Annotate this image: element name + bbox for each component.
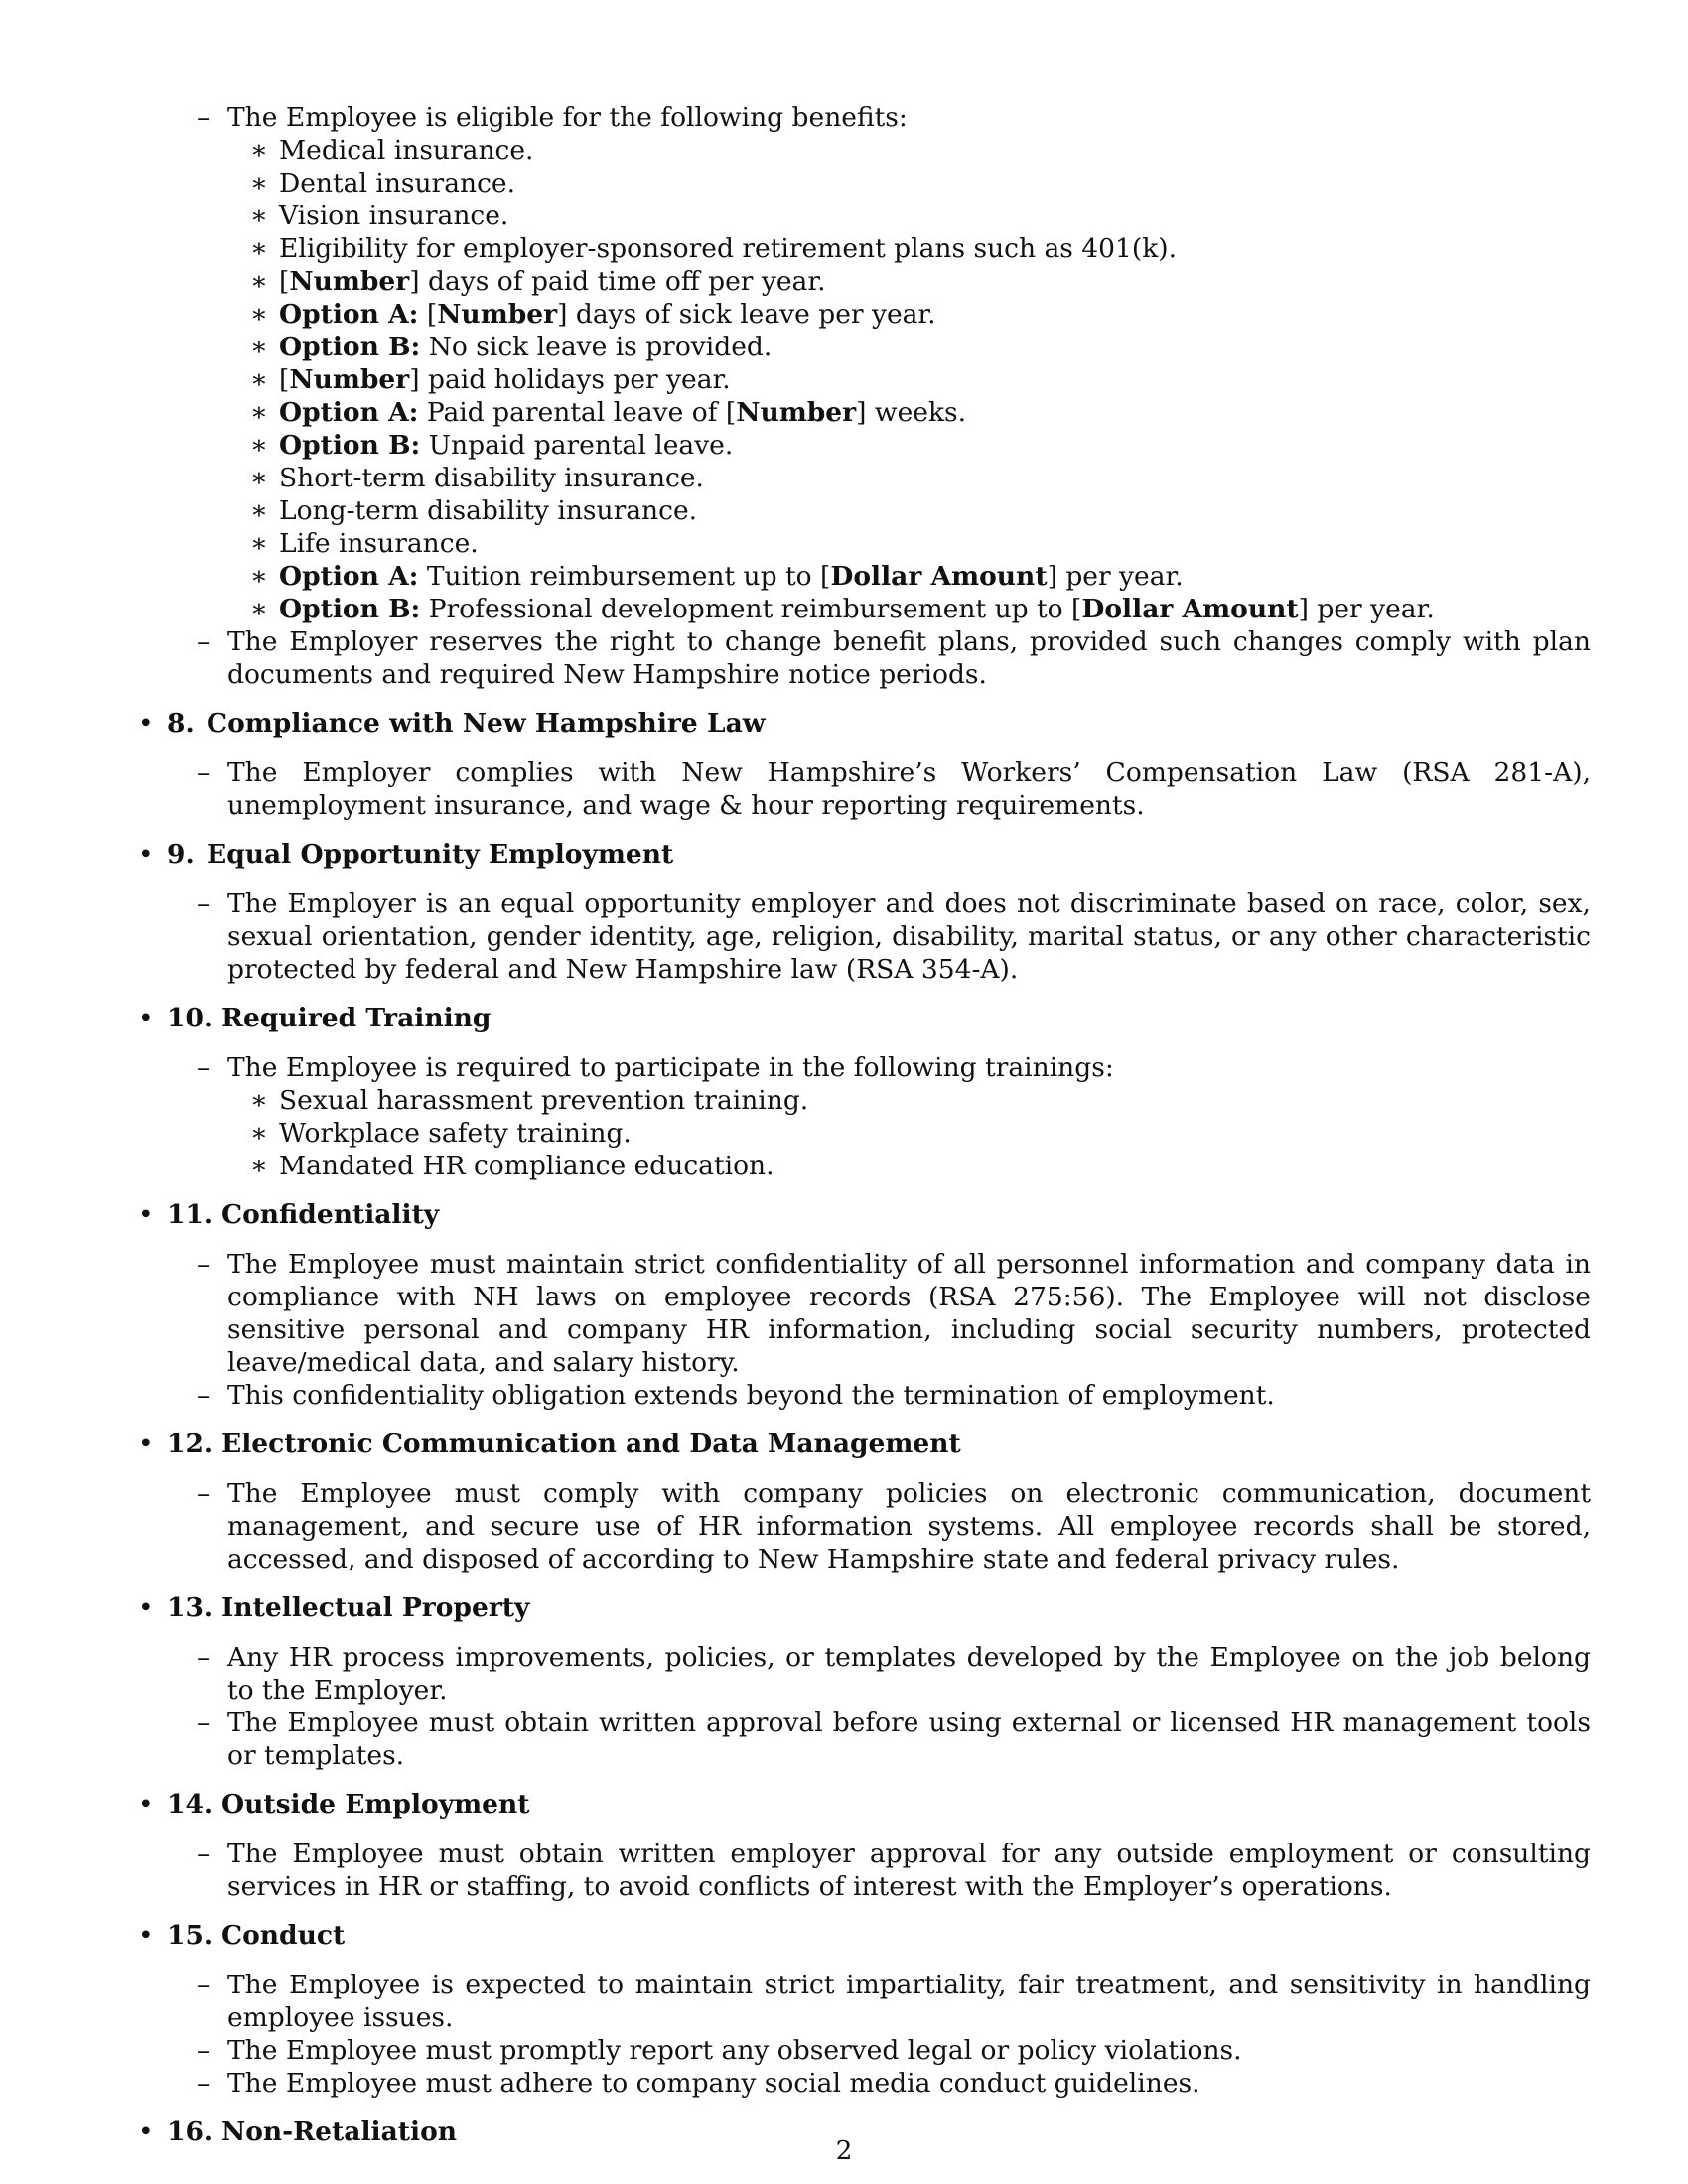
benefit-item: [0, 331, 1688, 363]
benefit-text: [279, 233, 1177, 264]
star-marker: ∗: [250, 1118, 269, 1149]
benefit-item: [0, 298, 1688, 331]
benefit-item: [0, 560, 1688, 593]
section-number: 11.: [167, 1199, 213, 1230]
bullet-marker: •: [138, 1789, 154, 1820]
section-11-text: This confidentiality obligation extends beyond the termination of employment.: [227, 1380, 1275, 1411]
benefit-item: [0, 429, 1688, 462]
bullet-marker: •: [138, 1199, 154, 1230]
section-13-item: [0, 1706, 1591, 1772]
benefit-text: [279, 528, 479, 559]
option-label: Option A:: [279, 299, 419, 330]
star-marker: ∗: [250, 430, 269, 461]
benefit-item: [0, 593, 1688, 625]
star-marker: ∗: [250, 299, 269, 330]
section-number: 12.: [167, 1429, 213, 1459]
benefit-description: Medical insurance.: [279, 135, 534, 166]
section-15-item: [0, 2067, 1591, 2100]
dash-marker: –: [197, 1970, 211, 2000]
star-marker: ∗: [250, 561, 269, 592]
benefit-item: [0, 265, 1688, 298]
section-number: 13.: [167, 1592, 213, 1623]
section-14-item: [0, 1838, 1591, 1903]
star-marker: ∗: [250, 1085, 269, 1116]
section-10-intro-item: [0, 1051, 1591, 1084]
dash-marker: –: [197, 1642, 211, 1673]
option-label: Option B:: [279, 430, 421, 461]
dash-marker: –: [197, 2068, 211, 2099]
benefit-text: [279, 332, 772, 362]
section-title: Equal Opportunity Employment: [207, 839, 674, 870]
benefit-text: [279, 594, 1435, 624]
section-13-text: Any HR process improvements, policies, or templates developed by the Employee on the job belong to the Employer.: [227, 1642, 1591, 1706]
benefit-item: [0, 363, 1688, 396]
dash-marker: –: [197, 1249, 211, 1280]
benefit-description: No sick leave is provided.: [420, 332, 773, 362]
section-heading-13: [0, 1591, 1688, 1624]
section-heading-10: [0, 1002, 1688, 1034]
section-title: Outside Employment: [221, 1789, 530, 1820]
bullet-marker: •: [138, 839, 154, 870]
star-marker: ∗: [250, 168, 269, 199]
section-9-text: The Employer is an equal opportunity employer and does not discriminate based on race, color, sex, sexual orientation, gender identity, age, religion, disability, marital status, or any other characteristic protected by federal and New Hampshire law (RSA 354-A).: [227, 888, 1591, 985]
placeholder-field: Number: [289, 364, 410, 395]
benefit-pre: [: [418, 299, 438, 330]
benefit-pre: Tuition reimbursement up to [: [418, 561, 831, 592]
benefit-item: [0, 494, 1688, 527]
placeholder-field: Number: [289, 266, 410, 297]
benefit-text: [279, 463, 704, 493]
dash-marker: –: [197, 626, 211, 657]
benefit-item: [0, 396, 1688, 429]
dash-marker: –: [197, 1707, 211, 1738]
benefit-text: [279, 561, 1184, 592]
training-text: Mandated HR compliance education.: [279, 1151, 774, 1181]
section-11-item: [0, 1379, 1591, 1412]
benefit-text: [279, 135, 534, 166]
section-15-text: The Employee is expected to maintain strict impartiality, fair treatment, and sensitivity in handling employee issues.: [227, 1970, 1591, 2033]
section-9-item: [0, 887, 1591, 986]
benefit-description: Vision insurance.: [279, 201, 509, 231]
section-13-item: [0, 1641, 1591, 1706]
section-heading-14: [0, 1788, 1688, 1821]
section-number: 10.: [167, 1003, 213, 1033]
placeholder-field: Dollar Amount: [830, 561, 1048, 592]
placeholder-field: Dollar Amount: [1081, 594, 1299, 624]
benefits-intro-text: The Employee is eligible for the following benefits:: [227, 102, 908, 133]
star-marker: ∗: [250, 397, 269, 428]
training-text: Sexual harassment prevention training.: [279, 1085, 809, 1116]
section-15-text: The Employee must promptly report any observed legal or policy violations.: [227, 2035, 1242, 2066]
benefit-text: [279, 397, 966, 428]
training-text: Workplace safety training.: [279, 1118, 632, 1149]
benefit-description: Life insurance.: [279, 528, 479, 559]
section-number: 16.: [167, 2116, 213, 2147]
dash-marker: –: [197, 888, 211, 919]
section-12-text: The Employee must comply with company policies on electronic communication, document management, and secure use of HR information systems. All employee records shall be stored, accessed, and disposed of according to New Hampshire state and federal privacy rules.: [227, 1478, 1591, 1574]
dash-marker: –: [197, 2035, 211, 2066]
section-title: Required Training: [221, 1003, 492, 1033]
placeholder-field: Number: [437, 299, 558, 330]
benefit-description: ] days of sick leave per year.: [557, 299, 936, 330]
section-10-intro-text: The Employee is required to participate in the following trainings:: [227, 1052, 1114, 1083]
bullet-marker: •: [138, 708, 154, 739]
benefit-description: Dental insurance.: [279, 168, 516, 199]
training-item: [0, 1117, 1688, 1150]
option-label: Option B:: [279, 594, 421, 624]
section-15-text: The Employee must adhere to company social media conduct guidelines.: [227, 2068, 1200, 2099]
section-title: Conduct: [221, 1920, 346, 1951]
benefit-pre: Paid parental leave of [: [418, 397, 737, 428]
option-label: Option A:: [279, 397, 419, 428]
bullet-marker: •: [138, 1003, 154, 1033]
section-8-text: The Employer complies with New Hampshire’s Workers’ Compensation Law (RSA 281-A), unemployment insurance, and wage & hour reporting requirements.: [227, 757, 1591, 821]
dash-marker: –: [197, 1052, 211, 1083]
benefit-pre: [: [279, 364, 290, 395]
benefit-pre: Professional development reimbursement up to [: [420, 594, 1082, 624]
bullet-marker: •: [138, 1920, 154, 1951]
benefit-description: ] per year.: [1047, 561, 1184, 592]
option-label: Option A:: [279, 561, 419, 592]
benefits-intro-item: [0, 101, 1591, 134]
section-15-item: [0, 1969, 1591, 2034]
section-heading-9: [0, 838, 1688, 871]
section-title: Electronic Communication and Data Management: [221, 1429, 961, 1459]
benefit-description: ] paid holidays per year.: [409, 364, 731, 395]
dash-marker: –: [197, 1839, 211, 1869]
dash-marker: –: [197, 757, 211, 788]
star-marker: ∗: [250, 364, 269, 395]
dash-marker: –: [197, 102, 211, 133]
benefit-item: [0, 527, 1688, 560]
section-number: 15.: [167, 1920, 213, 1951]
benefit-description: Short-term disability insurance.: [279, 463, 704, 493]
bullet-marker: •: [138, 1592, 154, 1623]
benefit-text: [279, 495, 697, 526]
section-heading-15: [0, 1919, 1688, 1952]
benefit-description: Unpaid parental leave.: [420, 430, 734, 461]
star-marker: ∗: [250, 594, 269, 624]
star-marker: ∗: [250, 332, 269, 362]
dash-marker: –: [197, 1478, 211, 1509]
benefit-text: [279, 266, 826, 297]
benefit-text: [279, 168, 515, 199]
option-label: Option B:: [279, 332, 421, 362]
section-title: Confidentiality: [221, 1199, 440, 1230]
section-8-item: [0, 756, 1591, 822]
section-heading-8: [0, 707, 1688, 740]
benefit-pre: [: [279, 266, 290, 297]
star-marker: ∗: [250, 495, 269, 526]
section-number: 8.: [167, 708, 195, 739]
placeholder-field: Number: [736, 397, 857, 428]
benefit-description: ] days of paid time off per year.: [409, 266, 826, 297]
benefit-text: [279, 430, 733, 461]
section-12-item: [0, 1477, 1591, 1575]
section-title: Intellectual Property: [221, 1592, 530, 1623]
dash-marker: –: [197, 1380, 211, 1411]
bullet-marker: •: [138, 2116, 154, 2147]
benefits-change-text: The Employer reserves the right to change benefit plans, provided such changes comply with plan documents and required New Hampshire notice periods.: [227, 626, 1591, 690]
section-heading-11: [0, 1198, 1688, 1231]
star-marker: ∗: [250, 201, 269, 231]
section-title: Compliance with New Hampshire Law: [207, 708, 766, 739]
section-11-text: The Employee must maintain strict confidentiality of all personnel information and company data in compliance with NH laws on employee records (RSA 275:56). The Employee will not disclose sensitive personal and company HR information, including social security numbers, protected leave/medical data, and salary history.: [227, 1249, 1591, 1378]
benefit-item: [0, 167, 1688, 200]
section-title: Non-Retaliation: [221, 2116, 458, 2147]
benefit-item: [0, 232, 1688, 265]
benefit-text: [279, 201, 508, 231]
section-heading-12: [0, 1428, 1688, 1460]
star-marker: ∗: [250, 1151, 269, 1181]
benefit-item: [0, 200, 1688, 232]
star-marker: ∗: [250, 528, 269, 559]
training-item: [0, 1150, 1688, 1182]
benefit-description: ] per year.: [1298, 594, 1435, 624]
star-marker: ∗: [250, 233, 269, 264]
bullet-marker: •: [138, 1429, 154, 1459]
section-14-text: The Employee must obtain written employer approval for any outside employment or consulting services in HR or staffing, to avoid conflicts of interest with the Employer’s operations.: [227, 1839, 1591, 1902]
star-marker: ∗: [250, 463, 269, 493]
benefit-description: Eligibility for employer-sponsored retirement plans such as 401(k).: [279, 233, 1178, 264]
benefits-change-item: [0, 625, 1591, 691]
benefit-description: ] weeks.: [856, 397, 967, 428]
benefits-list: [0, 134, 1688, 625]
star-marker: ∗: [250, 135, 269, 166]
benefit-text: [279, 364, 731, 395]
section-15-item: [0, 2034, 1591, 2067]
page-number: 2: [835, 2135, 853, 2166]
benefit-item: [0, 462, 1688, 494]
benefit-description: Long-term disability insurance.: [279, 495, 698, 526]
benefit-text: [279, 299, 936, 330]
section-number: 9.: [167, 839, 195, 870]
training-item: [0, 1084, 1688, 1117]
section-number: 14.: [167, 1789, 213, 1820]
benefit-item: [0, 134, 1688, 167]
section-13-text: The Employee must obtain written approval before using external or licensed HR management tools or templates.: [227, 1707, 1591, 1771]
section-11-item: [0, 1248, 1591, 1379]
star-marker: ∗: [250, 266, 269, 297]
